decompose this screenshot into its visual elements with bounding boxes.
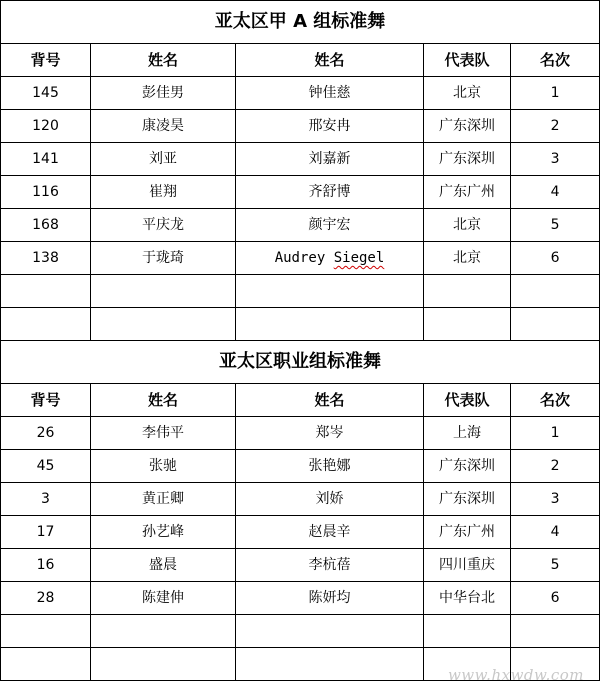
column-header-rank: 名次 (511, 384, 600, 417)
column-header-rank: 名次 (511, 44, 600, 77)
rank-cell: 6 (511, 242, 600, 275)
partner-name-cell: 颜宇宏 (236, 209, 424, 242)
table-row (1, 417, 600, 450)
table-row (1, 209, 600, 242)
section-title-row (1, 341, 600, 384)
bib-number-cell: 16 (1, 549, 91, 582)
table-row (1, 582, 600, 615)
column-header-leader-name: 姓名 (91, 44, 236, 77)
rank-cell: 3 (511, 483, 600, 516)
team-cell (424, 615, 511, 648)
column-header-partner-name: 姓名 (236, 384, 424, 417)
section-title: 亚太区甲 A 组标准舞 (1, 1, 600, 44)
team-cell: 四川重庆 (424, 549, 511, 582)
rank-cell: 5 (511, 209, 600, 242)
column-header-bib-number: 背号 (1, 44, 91, 77)
team-cell: 北京 (424, 242, 511, 275)
bib-number-cell (1, 615, 91, 648)
partner-name-cell (236, 275, 424, 308)
partner-name-cell: 郑岑 (236, 417, 424, 450)
bib-number-cell: 3 (1, 483, 91, 516)
table-row (1, 516, 600, 549)
partner-name-cell (236, 615, 424, 648)
rank-cell: 2 (511, 450, 600, 483)
rank-cell: 5 (511, 549, 600, 582)
bib-number-cell (1, 648, 91, 681)
rank-cell: 1 (511, 417, 600, 450)
header-row (1, 384, 600, 417)
team-cell: 广东广州 (424, 516, 511, 549)
table-row (1, 450, 600, 483)
leader-name-cell: 崔翔 (91, 176, 236, 209)
spellcheck-underline: Siegel (333, 250, 385, 266)
leader-name-cell: 张驰 (91, 450, 236, 483)
partner-name-cell (236, 308, 424, 341)
team-cell: 北京 (424, 77, 511, 110)
rank-cell: 3 (511, 143, 600, 176)
team-cell: 北京 (424, 209, 511, 242)
team-cell (424, 308, 511, 341)
leader-name-cell: 康凌昊 (91, 110, 236, 143)
team-cell: 广东广州 (424, 176, 511, 209)
table-row (1, 615, 600, 648)
team-cell (424, 275, 511, 308)
leader-name-cell (91, 275, 236, 308)
bib-number-cell: 17 (1, 516, 91, 549)
bib-number-cell: 138 (1, 242, 91, 275)
column-header-bib-number: 背号 (1, 384, 91, 417)
column-header-team: 代表队 (424, 384, 511, 417)
bib-number-cell: 28 (1, 582, 91, 615)
bib-number-cell: 141 (1, 143, 91, 176)
leader-name-cell: 陈建伸 (91, 582, 236, 615)
partner-name-cell: 张艳娜 (236, 450, 424, 483)
leader-name-cell: 刘亚 (91, 143, 236, 176)
rank-cell: 4 (511, 516, 600, 549)
rank-cell: 2 (511, 110, 600, 143)
rank-cell: 6 (511, 582, 600, 615)
column-header-leader-name: 姓名 (91, 384, 236, 417)
column-header-partner-name: 姓名 (236, 44, 424, 77)
table-row (1, 77, 600, 110)
rank-cell (511, 308, 600, 341)
partner-name-cell: 钟佳慈 (236, 77, 424, 110)
leader-name-cell: 于珑琦 (91, 242, 236, 275)
leader-name-cell: 盛晨 (91, 549, 236, 582)
leader-name-cell: 平庆龙 (91, 209, 236, 242)
leader-name-cell (91, 615, 236, 648)
table-row (1, 176, 600, 209)
watermark-text: www.hxwdw.com (447, 666, 584, 684)
partner-name-cell: 陈妍均 (236, 582, 424, 615)
team-cell: 上海 (424, 417, 511, 450)
rank-cell (511, 275, 600, 308)
team-cell: 广东深圳 (424, 483, 511, 516)
leader-name-cell: 黄正卿 (91, 483, 236, 516)
table-row (1, 110, 600, 143)
leader-name-cell: 孙艺峰 (91, 516, 236, 549)
bib-number-cell: 45 (1, 450, 91, 483)
partner-name-cell (236, 648, 424, 681)
leader-name-cell: 李伟平 (91, 417, 236, 450)
table-row (1, 308, 600, 341)
table-row (1, 483, 600, 516)
section-title-row (1, 1, 600, 44)
team-cell: 广东深圳 (424, 110, 511, 143)
bib-number-cell (1, 275, 91, 308)
bib-number-cell: 145 (1, 77, 91, 110)
column-header-team: 代表队 (424, 44, 511, 77)
header-row (1, 44, 600, 77)
team-cell: 广东深圳 (424, 143, 511, 176)
partner-name-cell: 李杭蓓 (236, 549, 424, 582)
rank-cell: 1 (511, 77, 600, 110)
table-row (1, 275, 600, 308)
table-row (1, 143, 600, 176)
partner-name-cell: 刘娇 (236, 483, 424, 516)
partner-name-cell (236, 242, 424, 275)
section-title: 亚太区职业组标准舞 (1, 341, 600, 384)
bib-number-cell (1, 308, 91, 341)
partner-name-cell: 齐舒博 (236, 176, 424, 209)
bib-number-cell: 168 (1, 209, 91, 242)
leader-name-cell (91, 648, 236, 681)
table-row (1, 549, 600, 582)
rank-cell (511, 615, 600, 648)
leader-name-cell (91, 308, 236, 341)
table-row (1, 242, 600, 275)
bib-number-cell: 26 (1, 417, 91, 450)
partner-name-cell: 赵晨辛 (236, 516, 424, 549)
bib-number-cell: 116 (1, 176, 91, 209)
results-body (1, 1, 600, 681)
partner-name-cell: 刘嘉新 (236, 143, 424, 176)
bib-number-cell: 120 (1, 110, 91, 143)
leader-name-cell: 彭佳男 (91, 77, 236, 110)
team-cell: 广东深圳 (424, 450, 511, 483)
partner-name-cell: 邢安冉 (236, 110, 424, 143)
latin-name-text: Audrey Siegel (274, 250, 385, 266)
rank-cell: 4 (511, 176, 600, 209)
team-cell: 中华台北 (424, 582, 511, 615)
